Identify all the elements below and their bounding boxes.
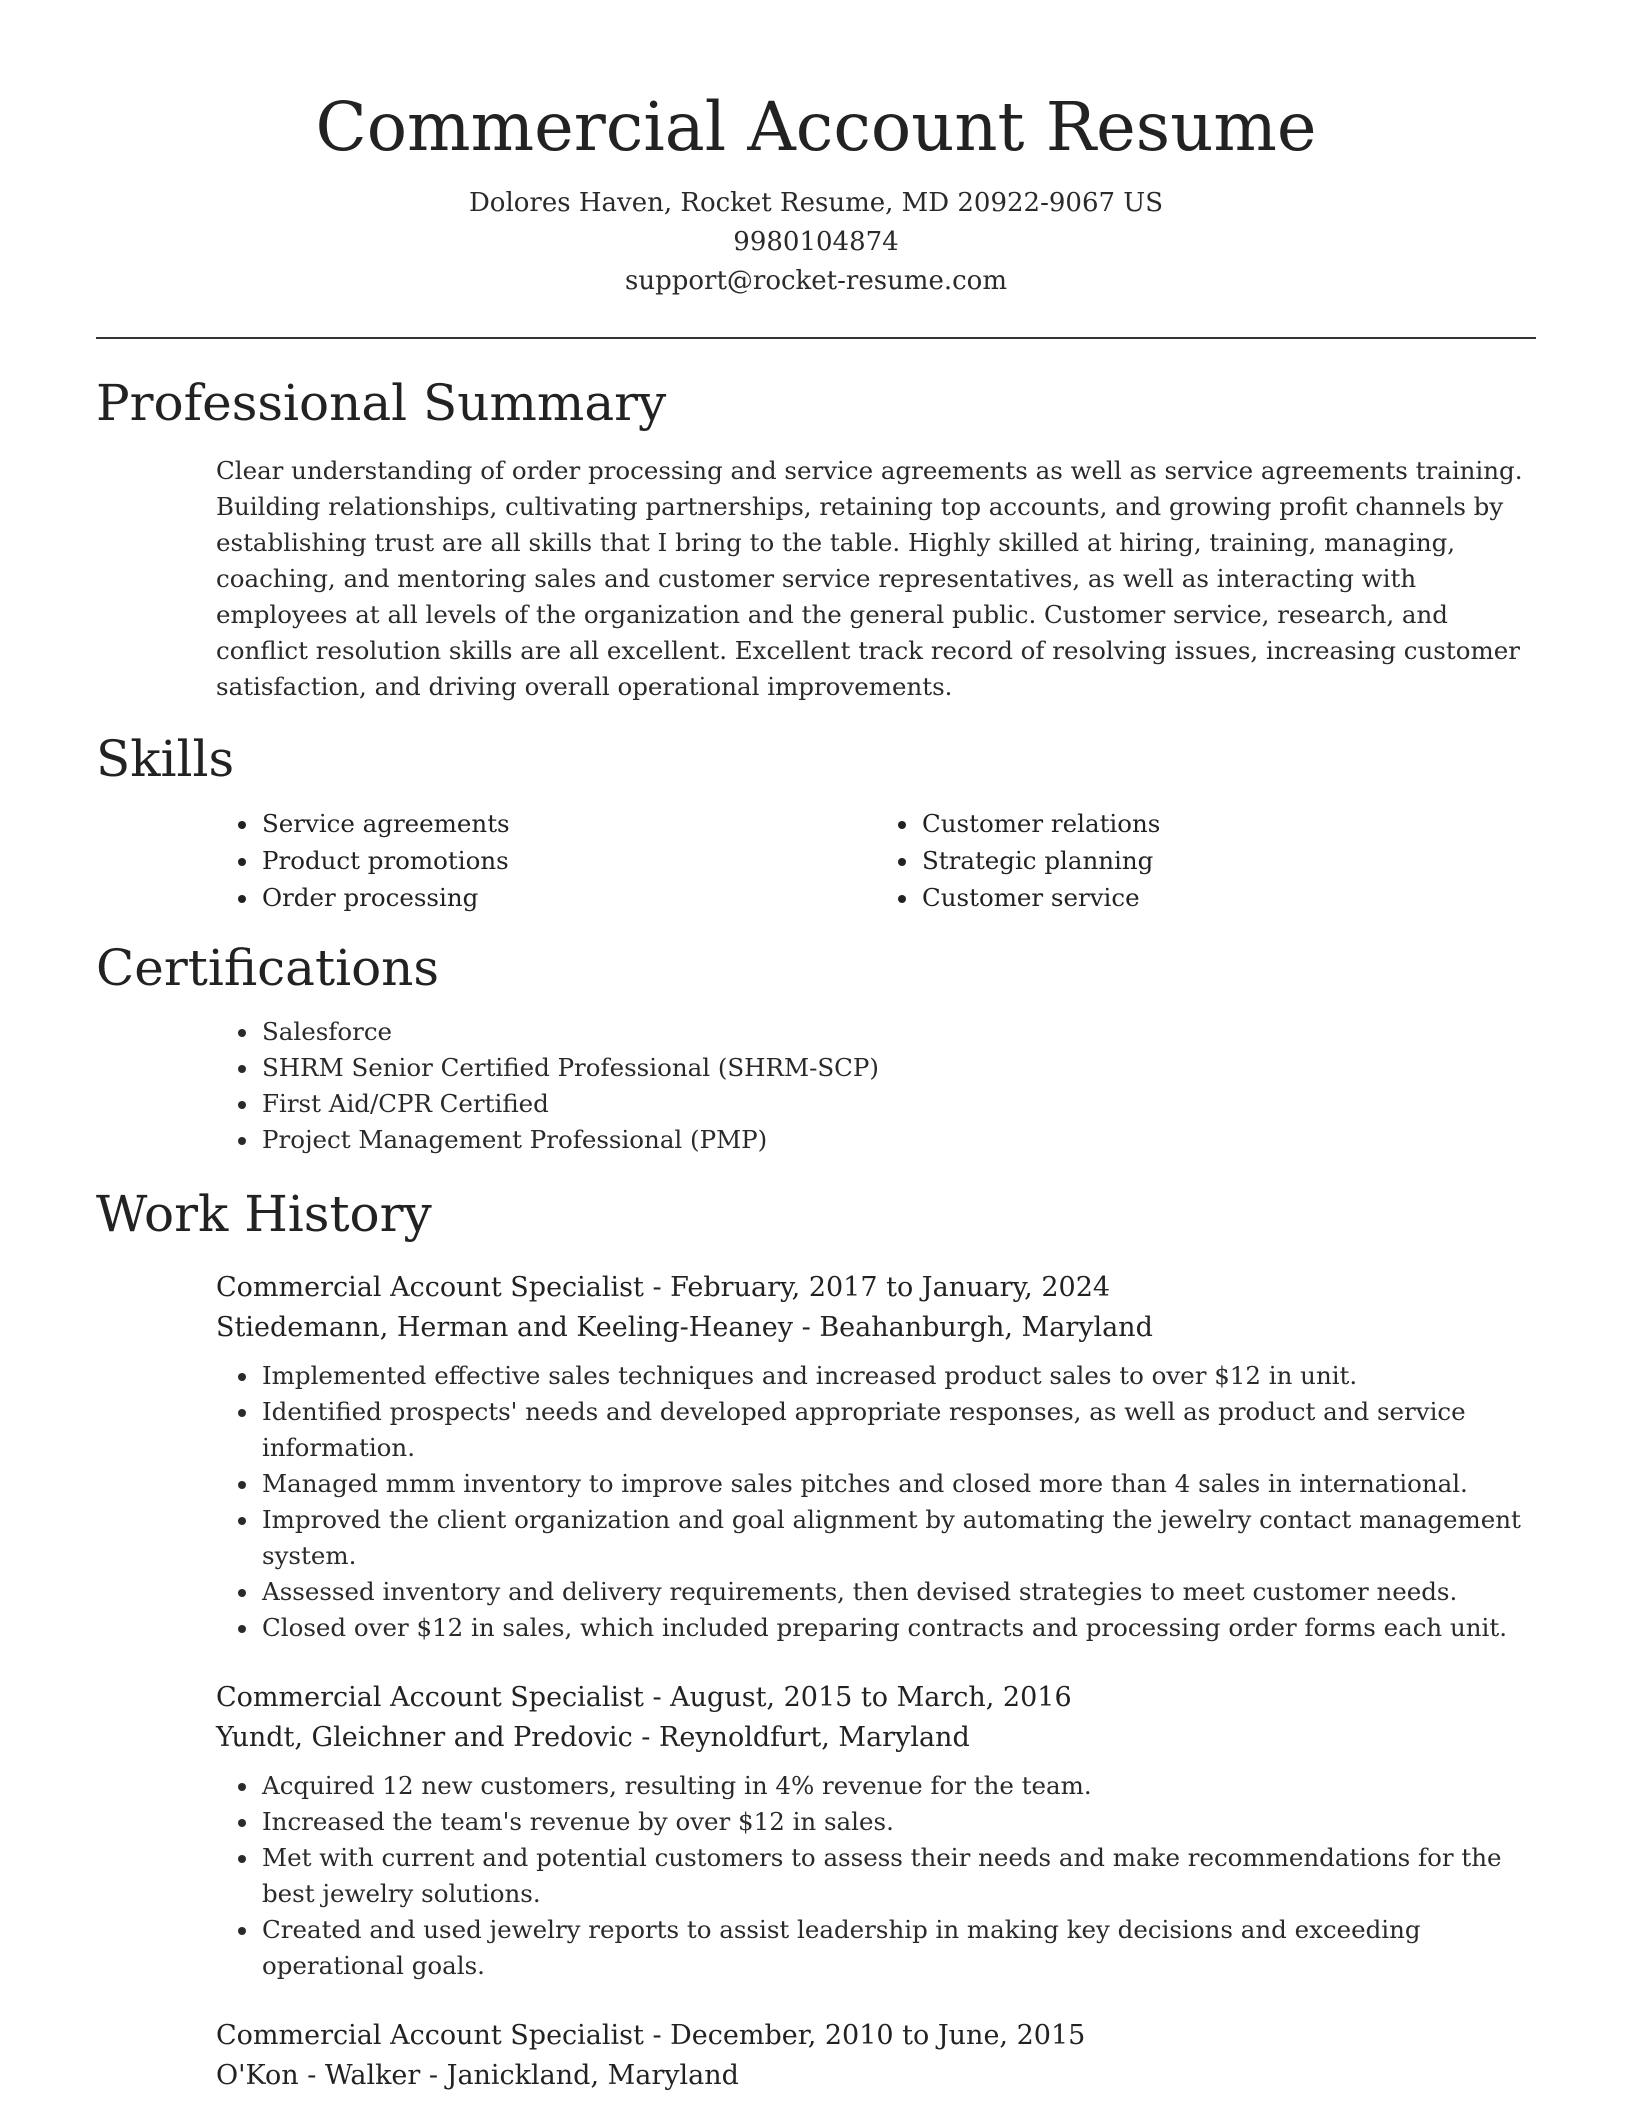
job-dates: - December, 2010 to June, 2015 [643, 2020, 1086, 2051]
job-company: Stiedemann, Herman and Keeling-Heaney [216, 1312, 794, 1343]
contact-address: Dolores Haven, Rocket Resume, MD 20922-9067 US [468, 188, 1164, 218]
job-bullet: • Implemented effective sales techniques and increased product sales to over $12 in unit. [260, 1358, 1536, 1394]
job-entry [216, 1678, 1536, 1984]
skills-list [216, 805, 1536, 916]
job-role: Commercial Account Specialist [216, 1682, 644, 1713]
contact-phone: 9980104874 [733, 227, 899, 257]
certification-item: • SHRM Senior Certified Professional (SHRM-SCP) [260, 1050, 1536, 1086]
work-history-heading: Work History [96, 1185, 432, 1243]
job-entry [216, 2016, 1536, 2096]
skills-heading: Skills [96, 730, 235, 788]
job-role-line [216, 1678, 1536, 1718]
skill-item: • Customer service [920, 879, 1536, 916]
job-company: Yundt, Gleichner and Predovic [216, 1722, 633, 1753]
certification-item: • Project Management Professional (PMP) [260, 1122, 1536, 1158]
job-company-line [216, 2056, 1536, 2096]
skill-item: • Order processing [260, 879, 876, 916]
skill-item: • Product promotions [260, 842, 876, 879]
job-bullet: • Acquired 12 new customers, resulting in 4% revenue for the team. [260, 1768, 1536, 1804]
skill-item: • Strategic planning [920, 842, 1536, 879]
certification-item: • Salesforce [260, 1014, 1536, 1050]
job-bullet: • Assessed inventory and delivery requirements, then devised strategies to meet customer needs. [260, 1574, 1536, 1610]
job-entry [216, 1268, 1536, 1646]
job-bullets [216, 1768, 1536, 1984]
resume-page [96, 0, 1536, 2096]
header-divider [96, 337, 1536, 339]
summary-text: Clear understanding of order processing and service agreements as well as service agreements training. Building relationships, cultivating partnerships, retaining top accounts, and growing profit channels by establishing trust are all skills that I bring to the table. Highly skilled at hiring, training, managing, coaching, and mentoring sales and customer service representatives, as well as interacting with employees at all levels of the organization and the general public. Customer service, research, and conflict resolution skills are all excellent. Excellent track record of resolving issues, increasing customer satisfaction, and driving overall operational improvements. [216, 456, 1523, 701]
job-bullet: • Met with current and potential customers to assess their needs and make recommendations for the best jewelry solutions. [260, 1840, 1536, 1912]
job-bullets [216, 1358, 1536, 1646]
certifications-heading: Certifications [96, 939, 440, 997]
job-bullet: • Improved the client organization and goal alignment by automating the jewelry contact management system. [260, 1502, 1536, 1574]
contact-email: support@rocket-resume.com [624, 266, 1007, 296]
certifications-list [216, 1014, 1536, 1158]
summary-heading: Professional Summary [96, 374, 667, 432]
job-company-line [216, 1718, 1536, 1758]
job-bullet: • Managed mmm inventory to improve sales pitches and closed more than 4 sales in international. [260, 1466, 1536, 1502]
skills-column-left [216, 805, 876, 916]
certification-item: • First Aid/CPR Certified [260, 1086, 1536, 1122]
job-dates: - August, 2015 to March, 2016 [643, 1682, 1072, 1713]
resume-header [96, 0, 1536, 301]
job-location: - Janickland, Maryland [420, 2060, 739, 2091]
job-location: - Reynoldfurt, Maryland [632, 1722, 970, 1753]
skills-column-right [876, 805, 1536, 916]
job-bullet: • Closed over $12 in sales, which included preparing contracts and processing order forms each unit. [260, 1610, 1536, 1646]
job-bullet: • Created and used jewelry reports to assist leadership in making key decisions and exceeding operational goals. [260, 1912, 1536, 1984]
resume-title: Commercial Account Resume [315, 88, 1317, 166]
skill-item: • Customer relations [920, 805, 1536, 842]
job-role: Commercial Account Specialist [216, 2020, 644, 2051]
job-company: O'Kon - Walker [216, 2060, 421, 2091]
job-role: Commercial Account Specialist [216, 1272, 644, 1303]
job-role-line [216, 1268, 1536, 1308]
job-company-line [216, 1308, 1536, 1348]
job-bullet: • Increased the team's revenue by over $12 in sales. [260, 1804, 1536, 1840]
job-bullet: • Identified prospects' needs and developed appropriate responses, as well as product and service information. [260, 1394, 1536, 1466]
job-role-line [216, 2016, 1536, 2056]
job-location: - Beahanburgh, Maryland [793, 1312, 1153, 1343]
skill-item: • Service agreements [260, 805, 876, 842]
job-dates: - February, 2017 to January, 2024 [643, 1272, 1111, 1303]
